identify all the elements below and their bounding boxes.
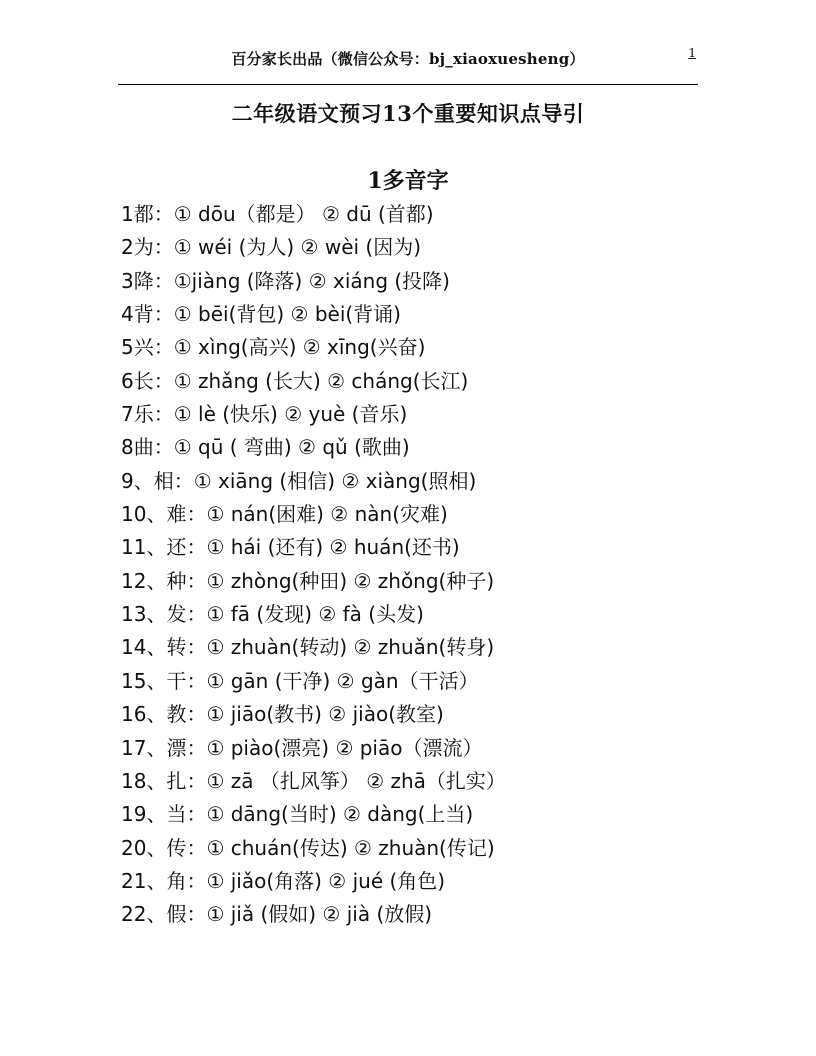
list-item: 19、当：① dāng(当时) ② dàng(上当) (121, 802, 474, 827)
list-item: 13、发：① fā (发现) ② fà (头发) (121, 602, 424, 627)
page-number: 1 (688, 46, 696, 60)
list-item: 4背：① bēi(背包) ② bèi(背诵) (121, 302, 401, 327)
list-item: 9、相：① xiāng (相信) ② xiàng(照相) (121, 468, 477, 493)
header-text: 百分家长出品（微信公众号：bj_xiaoxuesheng） (231, 50, 585, 68)
list-item: 3降：①jiàng (降落) ② xiáng (投降) (121, 268, 450, 293)
list-item: 10、难：① nán(困难) ② nàn(灾难) (121, 502, 448, 527)
list-item: 17、漂：① piào(漂亮) ② piāo（漂流） (121, 735, 483, 760)
polyphonic-character-list (121, 199, 506, 933)
list-item: 1都：① dōu（都是） ② dū (首都) (121, 202, 434, 226)
list-item: 5兴：① xìng(高兴) ② xīng(兴奋) (121, 335, 426, 360)
list-item: 8曲：① qū ( 弯曲) ② qǔ (歌曲) (121, 435, 410, 460)
list-item: 2为：① wéi (为人) ② wèi (因为) (121, 235, 422, 260)
section-title: 1多音字 (367, 168, 449, 194)
list-item: 6长：① zhǎng (长大) ② cháng(长江) (121, 368, 469, 393)
list-item: 14、转：① zhuàn(转动) ② zhuǎn(转身) (121, 635, 495, 660)
page-header (118, 44, 698, 74)
list-item: 21、角：① jiǎo(角落) ② jué (角色) (121, 868, 446, 893)
document-title: 二年级语文预习13个重要知识点导引 (231, 101, 585, 126)
list-item: 12、种：① zhòng(种田) ② zhǒng(种子) (121, 568, 495, 593)
list-item: 16、教：① jiāo(教书) ② jiào(教室) (121, 702, 444, 727)
header-divider (118, 84, 698, 85)
list-item: 18、扎：① zā （扎风筝） ② zhā（扎实） (121, 768, 506, 793)
list-item: 11、还：① hái (还有) ② huán(还书) (121, 535, 460, 560)
list-item: 20、传：① chuán(传达) ② zhuàn(传记) (121, 835, 495, 860)
list-item: 15、干：① gān (干净) ② gàn（干活） (121, 668, 479, 693)
list-item: 22、假：① jiǎ (假如) ② jià (放假) (121, 902, 433, 927)
list-item: 7乐：① lè (快乐) ② yuè (音乐) (121, 402, 408, 427)
